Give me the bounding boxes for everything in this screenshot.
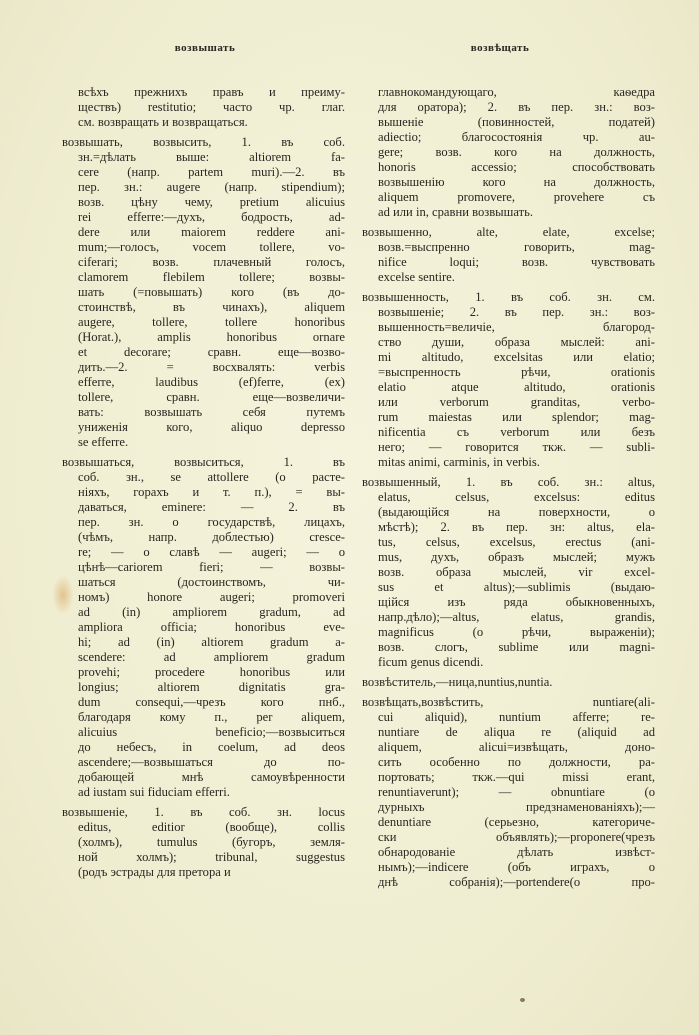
entry-text-line: или verborum granditas, verbo- xyxy=(378,395,655,409)
entry-text-line: denuntiare (серьезно, категориче- xyxy=(378,815,655,829)
right-column xyxy=(362,85,655,890)
entry-text-line: главнокомандующаго, каѳедра xyxy=(378,85,655,99)
dictionary-entry xyxy=(62,805,345,880)
entry-text-line: цѣнѣ—cariorem fieri; — возвы- xyxy=(78,560,345,574)
entry-text-line: вышенность=величіе, благород- xyxy=(378,320,655,334)
entry-text-line: se efferre. xyxy=(78,435,129,449)
entry-text-line: возв. образа мыслей, vir excel- xyxy=(378,565,655,579)
entry-text-line: всѣхъ прежнихъ правъ и преиму- xyxy=(78,85,345,99)
entry-text-line: longius; altiorem dignitatis gra- xyxy=(78,680,345,694)
dictionary-entry xyxy=(362,475,655,670)
dictionary-entry xyxy=(62,135,345,450)
entry-text-line: gere; возв. кого на должность, xyxy=(378,145,655,159)
entry-text-line: ascendere;—возвышаться до по- xyxy=(78,755,345,769)
entry-text-line: благодаря кому п., per aliquem, xyxy=(78,710,345,724)
entry-text-line: rum maiestas или splendor; mag- xyxy=(378,410,655,424)
entry-text-line: для оратора); 2. въ пер. зн.: воз- xyxy=(378,100,655,114)
entry-text-line: напр.дѣло);—altus, elatus, grandis, xyxy=(378,610,655,624)
entry-text-line: (холмъ), tumulus (бугоръ, земля- xyxy=(78,835,345,849)
left-column xyxy=(62,85,345,880)
entry-text-line: номъ) honore augeri; promoveri xyxy=(78,590,345,604)
entry-text-line: вышеніе (повинностей, податей) xyxy=(378,115,655,129)
dictionary-entry xyxy=(362,695,655,890)
entry-text-line: adiectio; благосостоянія чр. au- xyxy=(378,130,655,144)
entry-continuation xyxy=(362,85,655,220)
entry-text-line: даваться, eminere: — 2. въ xyxy=(78,500,345,514)
entry-text-line: см. возвращать и возвращаться. xyxy=(78,115,248,129)
entry-text-line: добающей мнѣ самоувѣренности xyxy=(78,770,345,784)
entry-text-line: возв. цѣну чему, pretium alicuius xyxy=(78,195,345,209)
entry-text-line: (чѣмъ, напр. доблестью) cresce- xyxy=(78,530,345,544)
entry-text-line: возв.=выспренно говорить, mag- xyxy=(378,240,655,254)
entry-text-line: renuntiaverunt); — obnuntiare (о xyxy=(378,785,655,799)
entry-text-line: mi altitudo, excelsitas или elatio; xyxy=(378,350,655,364)
entry-text-line: honoris accessio; способствовать xyxy=(378,160,655,174)
entry-text-line: et decorare; сравн. еще—возво- xyxy=(78,345,345,359)
dictionary-entry xyxy=(362,290,655,470)
entry-text-line: возвышенію кого на должность, xyxy=(378,175,655,189)
entry-text-line: стоинствѣ, въ чинахъ), aliquem xyxy=(78,300,345,314)
entry-headword-line: возвѣщать,возвѣстить, nuntiare(ali- xyxy=(362,695,655,709)
entry-text-line: editus, editior (вообще), collis xyxy=(78,820,345,834)
entry-text-line: дить.—2. = восхвалять: verbis xyxy=(78,360,345,374)
entry-headword-line: возвышать, возвысить, 1. въ соб. xyxy=(62,135,345,149)
entry-text-line: щійся изъ ряда обыкновенныхъ, xyxy=(378,595,655,609)
entry-text-line: ad (in) ampliorem gradum, ad xyxy=(78,605,345,619)
entry-text-line: пер. зн. о государствѣ, лицахъ, xyxy=(78,515,345,529)
entry-text-line: мѣстѣ); 2. въ пер. зн: altus, ela- xyxy=(378,520,655,534)
entry-text-line: ampliora officia; honoribus eve- xyxy=(78,620,345,634)
entry-text-line: magnificus (о рѣчи, выраженіи); xyxy=(378,625,655,639)
entry-text-line: tollere, сравн. еще—возвеличи- xyxy=(78,390,345,404)
entry-headword-line: возвѣститель,—ница,nuntius,nuntia. xyxy=(362,675,553,689)
entry-text-line: mitas animi, carminis, in verbis. xyxy=(378,455,540,469)
entry-text-line: re; — о славѣ — augeri; — о xyxy=(78,545,345,559)
running-head-left: возвышать xyxy=(174,42,236,54)
entry-text-line: шать (=повышать) кого (въ до- xyxy=(78,285,345,299)
entry-text-line: aliquem, alicui=извѣщать, доно- xyxy=(378,740,655,754)
entry-text-line: ски объявлять);—proponere(чрезъ xyxy=(378,830,655,844)
paper-stain xyxy=(52,575,74,615)
entry-text-line: alicuius beneficio;—возвыситься xyxy=(78,725,345,739)
entry-text-line: (выдающійся на поверхности, о xyxy=(378,505,655,519)
entry-headword-line: возвышенность, 1. въ соб. зн. см. xyxy=(362,290,655,304)
entry-text-line: него; — говорится ткж. — subli- xyxy=(378,440,655,454)
entry-text-line: (родъ эстрады для претора и xyxy=(78,865,231,879)
entry-text-line: elatus, celsus, excelsus: editus xyxy=(378,490,655,504)
running-head-right: возвѣщать xyxy=(470,42,530,54)
entry-text-line: дурныхъ предзнаменованіяхъ);— xyxy=(378,800,655,814)
entry-text-line: возв. слогъ, sublime или magni- xyxy=(378,640,655,654)
entry-text-line: днѣ собранія);—portendere(о про- xyxy=(378,875,655,889)
entry-text-line: nifice loqui; возв. чувствовать xyxy=(378,255,655,269)
entry-text-line: mum;—голосъ, vocem tollere, vo- xyxy=(78,240,345,254)
entry-text-line: соб. зн., se attollere (о расте- xyxy=(78,470,345,484)
entry-text-line: nificentia съ verborum или безъ xyxy=(378,425,655,439)
dictionary-entry xyxy=(62,455,345,800)
entry-text-line: возвышеніе; 2. въ пер. зн.: воз- xyxy=(378,305,655,319)
entry-text-line: ство души, образа мыслей: ani- xyxy=(378,335,655,349)
entry-text-line: вать: возвышать себя путемъ xyxy=(78,405,345,419)
entry-text-line: cui aliquid), nuntium afferre; re- xyxy=(378,710,655,724)
entry-text-line: excelse sentire. xyxy=(378,270,455,284)
entry-text-line: hi; ad (in) altiorem gradum a- xyxy=(78,635,345,649)
entry-text-line: ad iustam sui fiduciam efferri. xyxy=(78,785,230,799)
entry-text-line: нымъ);—indicere (объ играхъ, о xyxy=(378,860,655,874)
entry-text-line: ficum genus dicendi. xyxy=(378,655,484,669)
entry-headword-line: возвышаться, возвыситься, 1. въ xyxy=(62,455,345,469)
entry-text-line: scendere: ad ampliorem gradum xyxy=(78,650,345,664)
dictionary-entry xyxy=(362,675,655,690)
entry-text-line: ciferari; возв. плачевный голосъ, xyxy=(78,255,345,269)
entry-text-line: ной холмъ); tribunal, suggestus xyxy=(78,850,345,864)
entry-text-line: mus, духъ, образъ мыслей; мужъ xyxy=(378,550,655,564)
dictionary-entry xyxy=(362,225,655,285)
entry-text-line: ществъ) restitutio; часто чр. глаг. xyxy=(78,100,345,114)
entry-text-line: обнародованіе дѣлать извѣст- xyxy=(378,845,655,859)
entry-headword-line: возвышенный, 1. въ соб. зн.: altus, xyxy=(362,475,655,489)
entry-text-line: сить особенно по должности, ра- xyxy=(378,755,655,769)
entry-text-line: =выспренность рѣчи, orationis xyxy=(378,365,655,379)
entry-text-line: униженія кого, aliquo depresso xyxy=(78,420,345,434)
entry-text-line: ніяхъ, горахъ и т. п.), = вы- xyxy=(78,485,345,499)
entry-text-line: nuntiare de aliqua re (aliquid ad xyxy=(378,725,655,739)
paper-speck xyxy=(520,998,525,1002)
entry-text-line: augere, tollere, tollere honoribus xyxy=(78,315,345,329)
entry-text-line: sus et altus);—sublimis (выдаю- xyxy=(378,580,655,594)
entry-text-line: ad или in, сравни возвышать. xyxy=(378,205,533,219)
entry-text-line: clamorem flebilem tollere; возвы- xyxy=(78,270,345,284)
entry-text-line: dere или maiorem reddere ani- xyxy=(78,225,345,239)
entry-headword-line: возвышеніе, 1. въ соб. зн. locus xyxy=(62,805,345,819)
entry-text-line: rei efferre:—духъ, бодрость, ad- xyxy=(78,210,345,224)
entry-text-line: tus, celsus, excelsus, erectus (ani- xyxy=(378,535,655,549)
entry-text-line: портовать; ткж.—qui missi erant, xyxy=(378,770,655,784)
entry-text-line: provehi; procedere honoribus или xyxy=(78,665,345,679)
entry-continuation xyxy=(62,85,345,130)
entry-text-line: cere (напр. partem muri).—2. въ xyxy=(78,165,345,179)
entry-text-line: elatio atque altitudo, orationis xyxy=(378,380,655,394)
entry-text-line: зн.=дѣлать выше: altiorem fa- xyxy=(78,150,345,164)
entry-text-line: до небесъ, in coelum, ad deos xyxy=(78,740,345,754)
entry-text-line: (Horat.), amplis honoribus ornare xyxy=(78,330,345,344)
entry-text-line: dum consequi,—чрезъ кого пнб., xyxy=(78,695,345,709)
entry-text-line: aliquem promovere, provehere съ xyxy=(378,190,655,204)
entry-text-line: пер. зн.: augere (напр. stipendium); xyxy=(78,180,345,194)
entry-text-line: efferre, laudibus (ef)ferre, (ex) xyxy=(78,375,345,389)
entry-text-line: шаться (достоинствомъ, чи- xyxy=(78,575,345,589)
entry-headword-line: возвышенно, alte, elate, excelse; xyxy=(362,225,655,239)
